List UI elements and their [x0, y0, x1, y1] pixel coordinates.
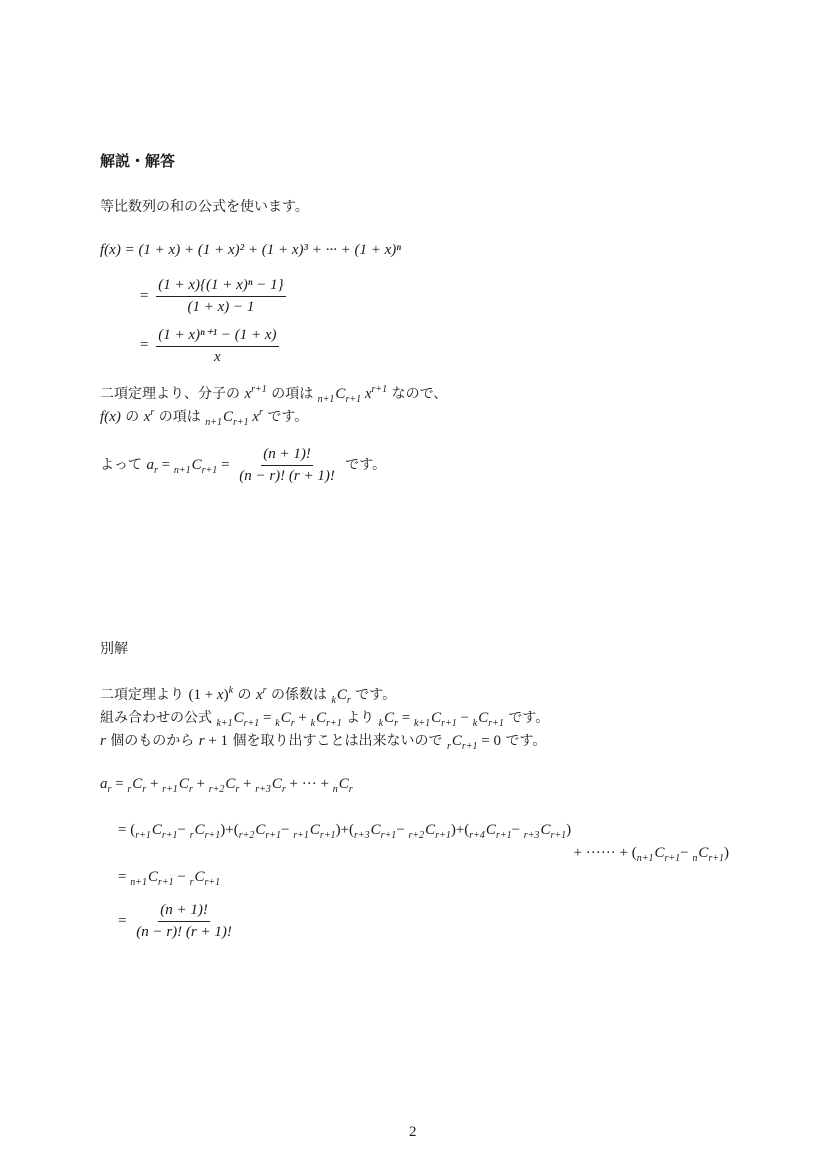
fraction-denominator: x	[214, 349, 221, 365]
section-heading-solution: 解説・解答	[100, 152, 176, 170]
fraction-denominator: (1 + x) − 1	[187, 299, 255, 315]
intro-text: 等比数列の和の公式を使います。	[100, 199, 309, 215]
equation-fx-sum: f(x) = (1 + x) + (1 + x)² + (1 + x)³ + ··· + (1 + x)ⁿ	[100, 242, 401, 258]
fraction-denominator: (n − r)! (r + 1)!	[239, 468, 335, 484]
conclusion-line: よって $a_r = _{n+1}C_{r+1}$ = $\frac{(n + 1)!}{(n - r)! (r + 1)!}$ です。	[100, 446, 387, 484]
fraction-numerator: (n + 1)!	[261, 446, 313, 466]
binomial-line-1: 二項定理より、分子の $x^{r+1}$ の項は $_{n+1}C_{r+1}$ $x^{r+1}$ なので、	[100, 384, 448, 405]
alt-line-1: 二項定理より $(1 + x)^k$ の $x^r$ の係数は $_kC_r$ です。	[100, 685, 397, 706]
alt-equation-telescoping-2: + ······ + $(_{n+1}C_{r+1}- _nC_{r+1})$	[573, 845, 729, 864]
alt-line-3: r 個のものから r + 1 個を取り出すことは出来ないので $_rC_{r+1} = 0$ です。	[100, 733, 547, 752]
section-heading-alternative: 別解	[100, 641, 128, 657]
equation-step-2: = $\frac{\text{(1 + x)\{(1 + x)ⁿ − 1\}}}{(1 + x) - 1}$	[140, 277, 284, 315]
binomial-line-2: f(x) の $x^r$ の項は $_{n+1}C_{r+1}$ $x^r$ です。	[100, 407, 309, 428]
page-number: 2	[409, 1124, 417, 1140]
fraction-numerator: (1 + x)ⁿ⁺¹ − (1 + x)	[156, 325, 278, 347]
fraction-numerator: (n + 1)!	[158, 902, 210, 922]
alt-equation-final: = $\frac{(n + 1)!}{(n - r)! (r + 1)!}$	[118, 902, 232, 940]
alt-equation-result: = $_{n+1}C_{r+1} - _rC_{r+1}$	[118, 869, 221, 888]
alt-line-2: 組み合わせの公式 $_{k+1}C_{r+1} = _kC_r + _kC_{r+1}$ より $_kC_r = _{k+1}C_{r+1} - _kC_{r+1}$ です。	[100, 710, 550, 729]
alt-equation-telescoping-1: = $(_{r+1}C_{r+1}- _rC_{r+1})+(_{r+2}C_{r+1}- _{r+1}C_{r+1})+(_{r+3}C_{r+1}- _{r+2}C_{r+1})+(_{r+4}C_{r+1}- _{r+3}C_{r+1})$	[118, 822, 572, 841]
fraction-numerator: (1 + x){(1 + x)ⁿ − 1}	[156, 277, 285, 297]
alt-equation-sum: $a_r = _rC_r + _{r+1}C_r + _{r+2}C_r + _{r+3}C_r$ + ··· + $_nC_r$	[100, 776, 353, 795]
equation-step-3: = $\frac{\text{(1 + x)ⁿ⁺¹ − (1 + x)}}{x}$	[140, 327, 277, 365]
fraction-denominator: (n − r)! (r + 1)!	[136, 924, 232, 940]
